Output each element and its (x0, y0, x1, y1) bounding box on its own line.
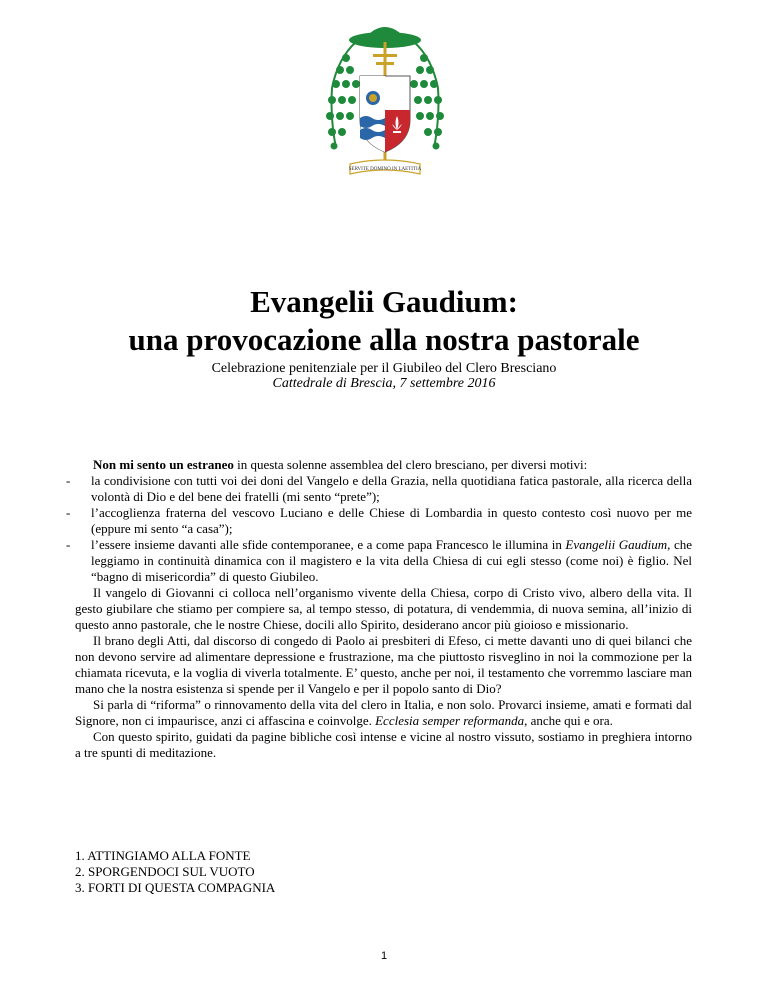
paragraph-2: Il brano degli Atti, dal discorso di congedo di Paolo ai presbiteri di Efeso, ci mette davanti uno di quei bilanci che non devono servire ad alimentare depressione e frustrazione, ma che piuttosto risveglino in noi la commozione per la chiamata ricevuta, e la voglia di viverla totalmente. E’ questo, anche per noi, il testamento che vorremmo lasciare man mano che la nostra esistenza si spende per il Vangelo e per il popolo santo di Dio? (75, 633, 692, 696)
paragraph-1: Il vangelo di Giovanni ci colloca nell’organismo vivente della Chiesa, corpo di Cristo vivo, albero della vita. Il gesto giubilare che stiamo per compiere sa, al tempo stesso, di potatura, di vendemmia, di nuova semina, all’inizio di questo anno pastorale, che le nostre Chiese, docili allo Spirito, desiderano ancor più gioioso e missionario. (75, 585, 692, 632)
subtitle: Celebrazione penitenziale per il Giubileo del Clero Bresciano (211, 361, 557, 376)
intro-paragraph (75, 457, 692, 473)
place-date: Cattedrale di Brescia, 7 settembre 2016 (272, 376, 496, 391)
toc-item: 3. FORTI DI QUESTA COMPAGNIA (75, 880, 276, 895)
episcopal-coat-of-arms (316, 18, 454, 188)
intro-bold: Non mi sento un estraneo (93, 457, 234, 472)
meditation-points-list (75, 848, 475, 896)
list-item-text-italic: Evangelii Gaudium (565, 537, 668, 552)
list-item (66, 505, 692, 537)
bullet-dash: - (66, 537, 71, 552)
bullet-dash: - (66, 505, 71, 520)
reasons-list (66, 473, 692, 585)
title-line-2: una provocazione alla nostra pastorale (128, 322, 640, 357)
body-paragraphs (75, 585, 692, 761)
list-item-text: la condivisione con tutti voi dei doni del Vangelo e della Grazia, nella quotidiana fatica pastorale, alla ricerca della volontà di Dio e del bene dei fratelli (mi sento “prete”); (91, 473, 692, 504)
paragraph-3-post: , anche qui e ora. (524, 713, 613, 728)
toc-item: 2. SPORGENDOCI SUL VUOTO (75, 864, 255, 879)
list-item (66, 537, 692, 585)
title-line-1: Evangelii Gaudium: (250, 284, 518, 319)
crest-motto: SERVITE DOMINO IN LAETITIA (348, 167, 422, 172)
paragraph-3 (75, 697, 692, 729)
list-item-text: l’accoglienza fraterna del vescovo Luciano e delle Chiese di Lombardia in questo contesto così nuovo per me (eppure mi sento “a casa”); (91, 505, 692, 536)
bullet-dash: - (66, 473, 71, 488)
list-item-text-pre: l’essere insieme davanti alle sfide contemporanee, e a come papa Francesco le illumina in (91, 537, 566, 552)
intro-rest: in questa solenne assemblea del clero bresciano, per diversi motivi: (233, 457, 588, 472)
paragraph-3-italic: Ecclesia semper reformanda (375, 713, 525, 728)
toc-item: 1. ATTINGIAMO ALLA FONTE (75, 848, 251, 863)
paragraph-3-pre: Si parla di “riforma” o rinnovamento della vita del clero in Italia, e non solo. Provarci insieme, amati e formati dal Signore, non ci impaurisce, anzi ci affascina e coinvolge. (75, 697, 692, 728)
page-number: 1 (380, 950, 388, 962)
paragraph-4: Con questo spirito, guidati da pagine bibliche così intense e vicine al nostro vissuto, sostiamo in preghiera intorno a tre spunti di meditazione. (75, 729, 692, 760)
list-item-text-post: , che leggiamo in continuità dinamica con il magistero e la vita della Chiesa di cui egli stesso (come noi) è figlio. Nel “bagno di misericordia” di questo Giubileo. (91, 537, 692, 584)
list-item (66, 473, 692, 505)
